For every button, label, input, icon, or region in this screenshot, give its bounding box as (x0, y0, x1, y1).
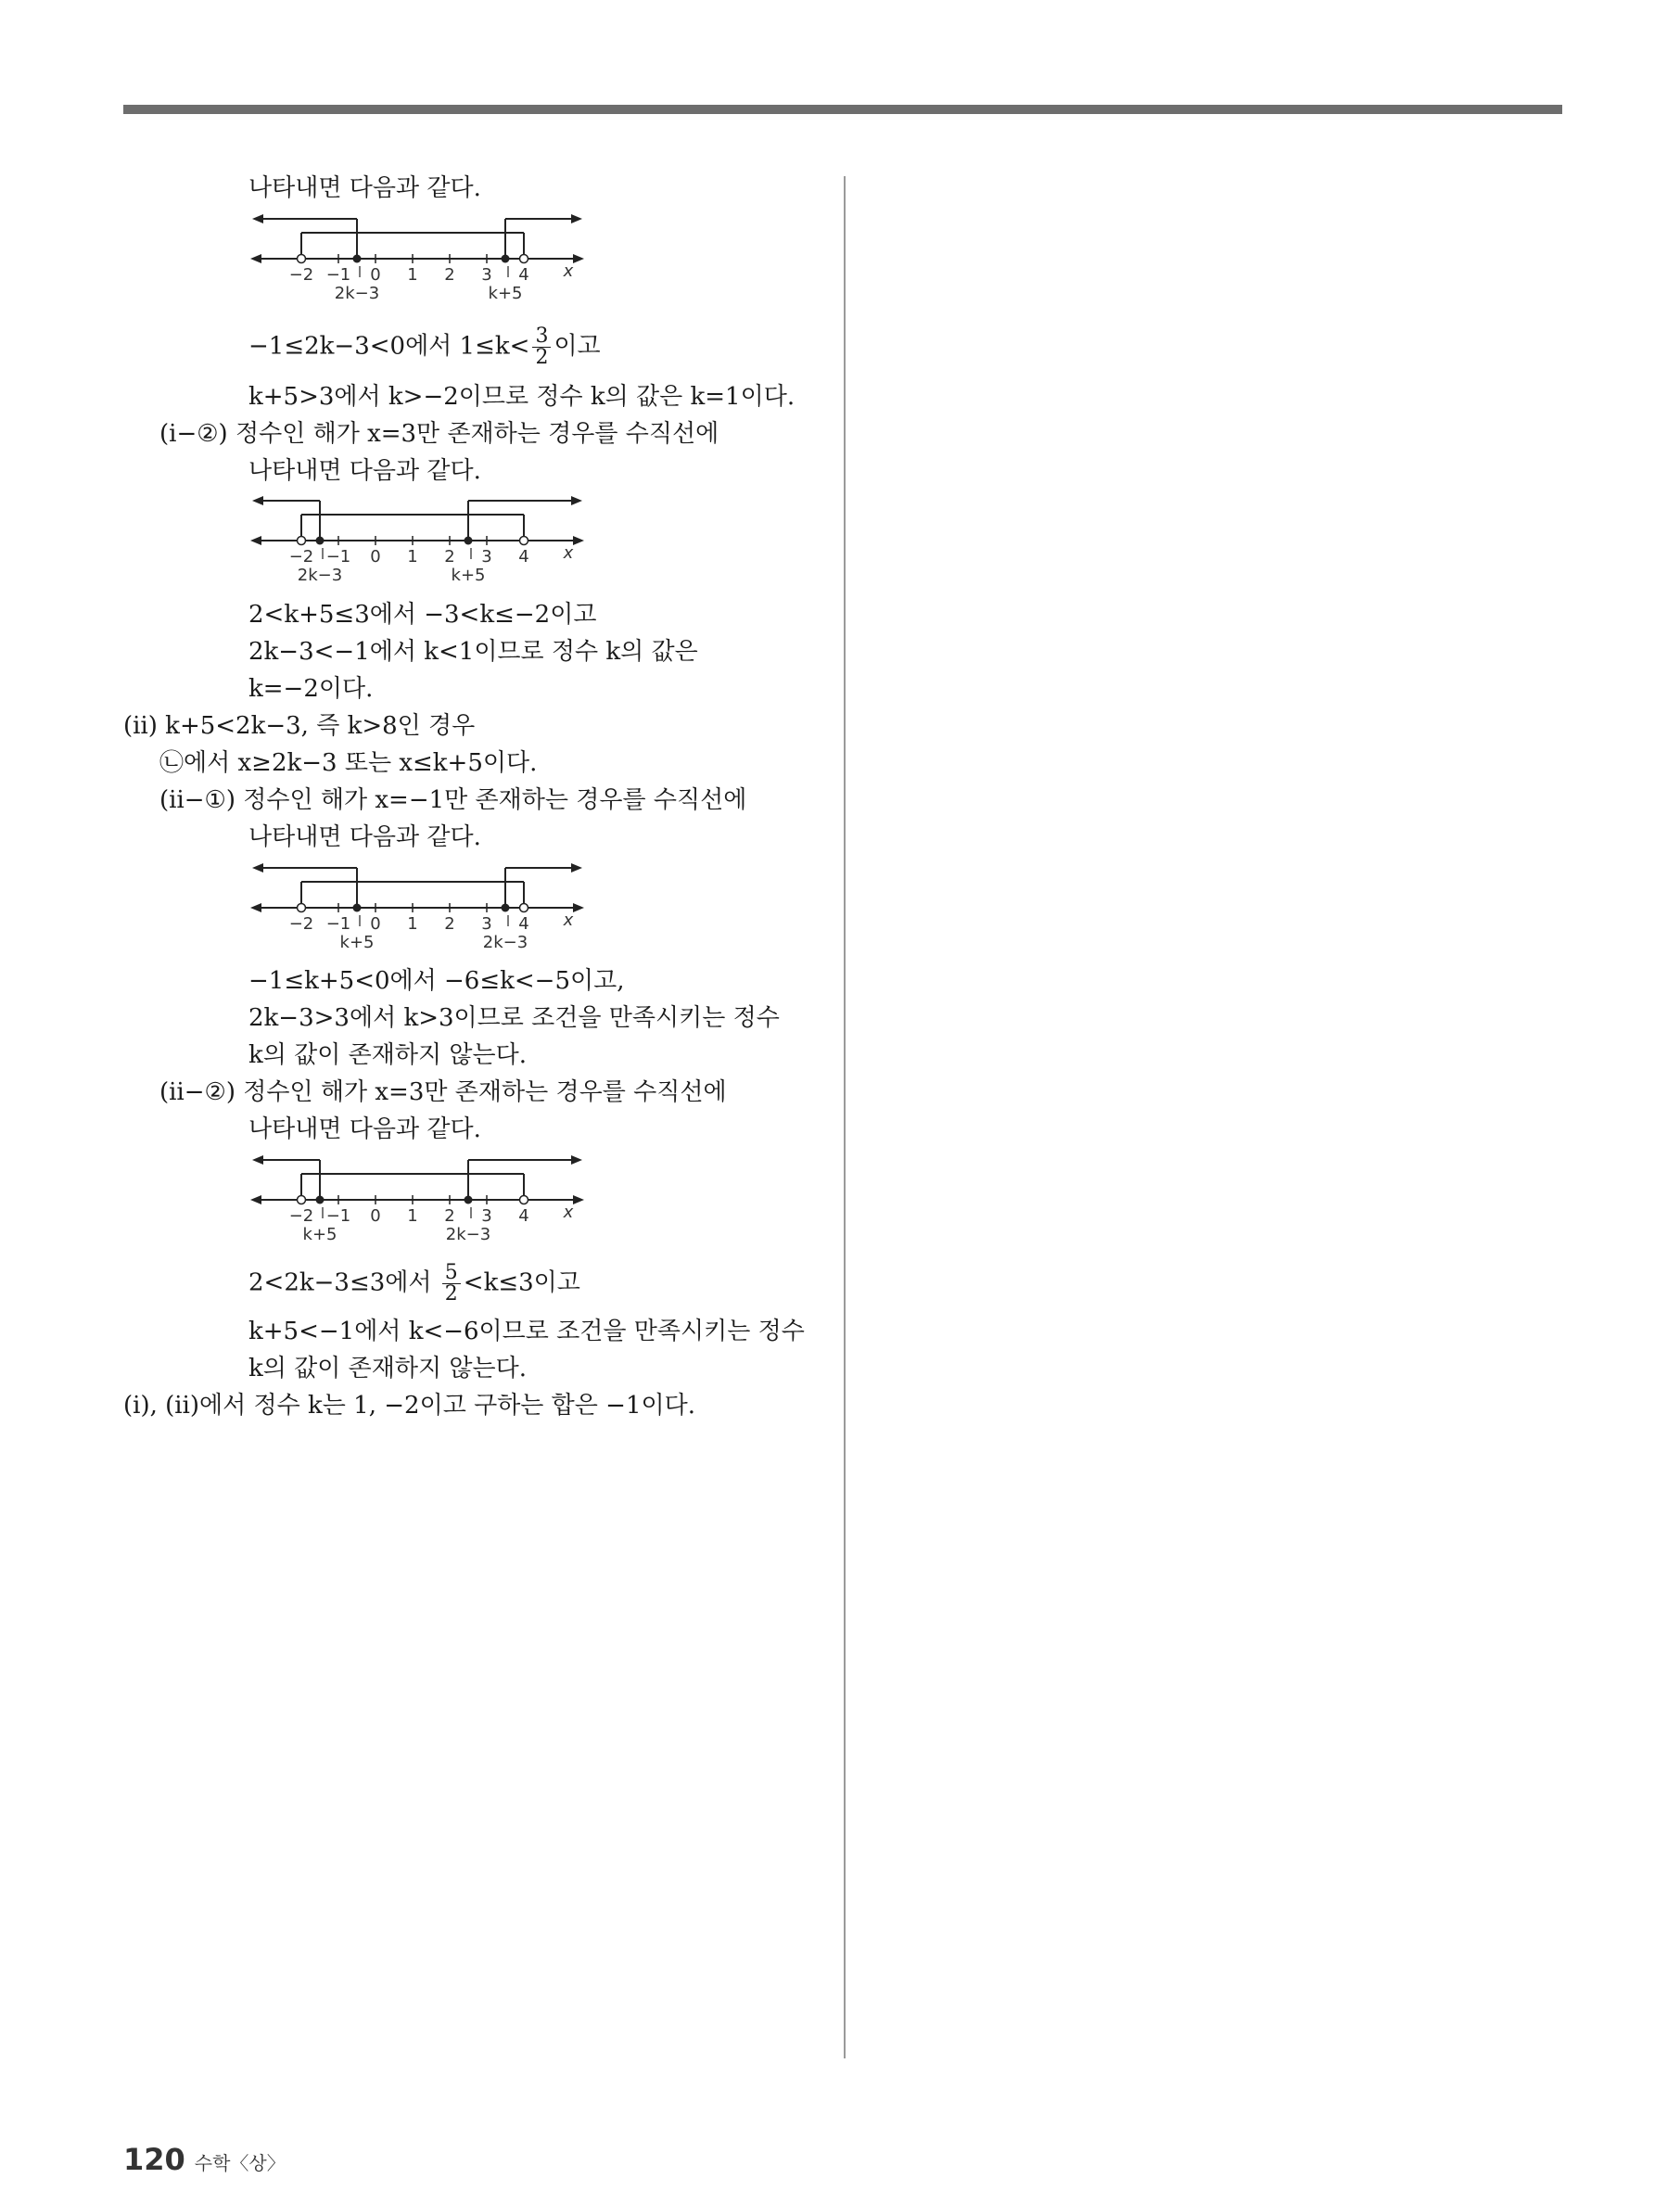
case-heading: (ⅰ−②) 정수인 해가 x=3만 존재하는 경우를 수직선에 (159, 420, 719, 448)
closed-point (465, 537, 473, 545)
inequality-text: 이고 (554, 332, 601, 361)
inequality-text: 2<2k−3≤3에서 (248, 1268, 439, 1297)
closed-point (316, 1196, 325, 1204)
column-divider (844, 176, 846, 2058)
tick-label: −1 (325, 265, 351, 285)
tick-label: 2 (444, 1206, 455, 1226)
tick-label: 1 (407, 547, 418, 567)
number-line-3-svg (250, 851, 584, 953)
text-line: k=−2이다. (248, 675, 374, 703)
closed-point (502, 255, 510, 263)
tick-label: −2 (288, 547, 314, 567)
axis-arrow-left (250, 536, 261, 545)
region-left-arrow (252, 214, 263, 223)
axis-label: x (563, 261, 574, 281)
tick-label: 2 (444, 547, 455, 567)
page-footer (123, 2142, 286, 2179)
fraction (532, 326, 551, 368)
tick-label: 3 (481, 265, 492, 285)
tick-label: 1 (407, 914, 418, 934)
text-line: ㉡에서 x≥2k−3 또는 x≤k+5이다. (159, 749, 538, 777)
closed-point (465, 1196, 473, 1204)
tick-label: 0 (370, 547, 381, 567)
open-point (520, 904, 528, 912)
tick-label: −1 (325, 914, 351, 934)
region-left-arrow (252, 863, 263, 873)
open-point (298, 255, 306, 263)
region-right-arrow (571, 496, 582, 505)
region-right-arrow (571, 214, 582, 223)
point-label-left: k+5 (339, 933, 375, 952)
axis-label: x (563, 543, 574, 563)
tick-label: 0 (370, 914, 381, 934)
tick-label: 3 (481, 547, 492, 567)
page-number: 120 (123, 2142, 185, 2177)
case-heading: (ⅱ−②) 정수인 해가 x=3만 존재하는 경우를 수직선에 (159, 1078, 727, 1106)
case-heading: (ⅱ) k+5<2k−3, 즉 k>8인 경우 (123, 712, 476, 740)
number-line-1 (250, 202, 584, 304)
tick-label: −2 (288, 914, 314, 934)
tick-label: 3 (481, 914, 492, 934)
tick-label: 4 (518, 914, 529, 934)
inequality-text: −1≤2k−3<0에서 1≤k< (248, 332, 530, 361)
top-rule (123, 105, 1562, 114)
axis-arrow-right (573, 1195, 584, 1204)
fraction-numerator: 5 (442, 1263, 461, 1284)
closed-point (316, 537, 325, 545)
point-label-right: 2k−3 (445, 1225, 491, 1244)
tick-label: 2 (444, 265, 455, 285)
closed-point (353, 904, 362, 912)
point-label-right: k+5 (488, 284, 523, 303)
tick-label: 1 (407, 1206, 418, 1226)
number-line-4 (250, 1143, 584, 1245)
tick-label: −2 (288, 1206, 314, 1226)
text-line: k+5<−1에서 k<−6이므로 조건을 만족시키는 정수 (248, 1318, 805, 1345)
point-label-right: 2k−3 (482, 933, 528, 952)
open-point (520, 537, 528, 545)
book-title: 수학〈상〉 (194, 2152, 286, 2174)
axis-label: x (563, 911, 574, 930)
fraction-denominator: 2 (535, 346, 549, 369)
tick-label: 1 (407, 265, 418, 285)
text-line: 나타내면 다음과 같다. (248, 174, 481, 202)
closed-point (353, 255, 362, 263)
text-line (248, 1263, 580, 1305)
text-line: 나타내면 다음과 같다. (248, 823, 481, 851)
number-line-2-svg (250, 484, 584, 586)
tick-label: −1 (325, 1206, 351, 1226)
open-point (298, 537, 306, 545)
text-line: k의 값이 존재하지 않는다. (248, 1355, 527, 1382)
tick-label: 3 (481, 1206, 492, 1226)
text-line: 2<k+5≤3에서 −3<k≤−2이고 (248, 601, 597, 629)
axis-label: x (563, 1203, 574, 1222)
number-line-3 (250, 851, 584, 953)
point-label-left: k+5 (302, 1225, 337, 1244)
text-line: k+5>3에서 k>−2이므로 정수 k의 값은 k=1이다. (248, 383, 795, 411)
tick-label: 2 (444, 914, 455, 934)
tick-label: 0 (370, 265, 381, 285)
tick-label: 4 (518, 547, 529, 567)
text-line: −1≤k+5<0에서 −6≤k<−5이고, (248, 967, 625, 995)
open-point (520, 255, 528, 263)
number-line-1-svg (250, 202, 584, 304)
number-line-2 (250, 484, 584, 586)
axis-arrow-left (250, 1195, 261, 1204)
axis-arrow-left (250, 254, 261, 263)
case-heading: (ⅱ−①) 정수인 해가 x=−1만 존재하는 경우를 수직선에 (159, 786, 747, 814)
tick-label: −2 (288, 265, 314, 285)
axis-arrow-right (573, 536, 584, 545)
number-line-4-svg (250, 1143, 584, 1245)
tick-label: 0 (370, 1206, 381, 1226)
region-left-arrow (252, 496, 263, 505)
open-point (298, 1196, 306, 1204)
region-right-arrow (571, 1155, 582, 1165)
region-left-arrow (252, 1155, 263, 1165)
region-right-arrow (571, 863, 582, 873)
closed-point (502, 904, 510, 912)
axis-arrow-left (250, 903, 261, 912)
axis-arrow-right (573, 903, 584, 912)
fraction-numerator: 3 (532, 326, 551, 348)
conclusion-line: (ⅰ), (ⅱ)에서 정수 k는 1, −2이고 구하는 합은 −1이다. (123, 1392, 696, 1420)
text-line: 2k−3<−1에서 k<1이므로 정수 k의 값은 (248, 638, 698, 666)
open-point (520, 1196, 528, 1204)
fraction (442, 1263, 461, 1305)
text-line: 나타내면 다음과 같다. (248, 457, 481, 485)
text-line: 2k−3>3에서 k>3이므로 조건을 만족시키는 정수 (248, 1004, 780, 1032)
open-point (298, 904, 306, 912)
tick-label: 4 (518, 265, 529, 285)
tick-label: −1 (325, 547, 351, 567)
text-line: 나타내면 다음과 같다. (248, 1115, 481, 1143)
point-label-left: 2k−3 (334, 284, 380, 303)
axis-arrow-right (573, 254, 584, 263)
point-label-right: k+5 (451, 566, 486, 585)
point-label-left: 2k−3 (297, 566, 343, 585)
text-line (248, 326, 601, 368)
fraction-denominator: 2 (444, 1282, 458, 1306)
inequality-text: <k≤3이고 (463, 1268, 580, 1297)
text-line: k의 값이 존재하지 않는다. (248, 1041, 527, 1069)
tick-label: 4 (518, 1206, 529, 1226)
